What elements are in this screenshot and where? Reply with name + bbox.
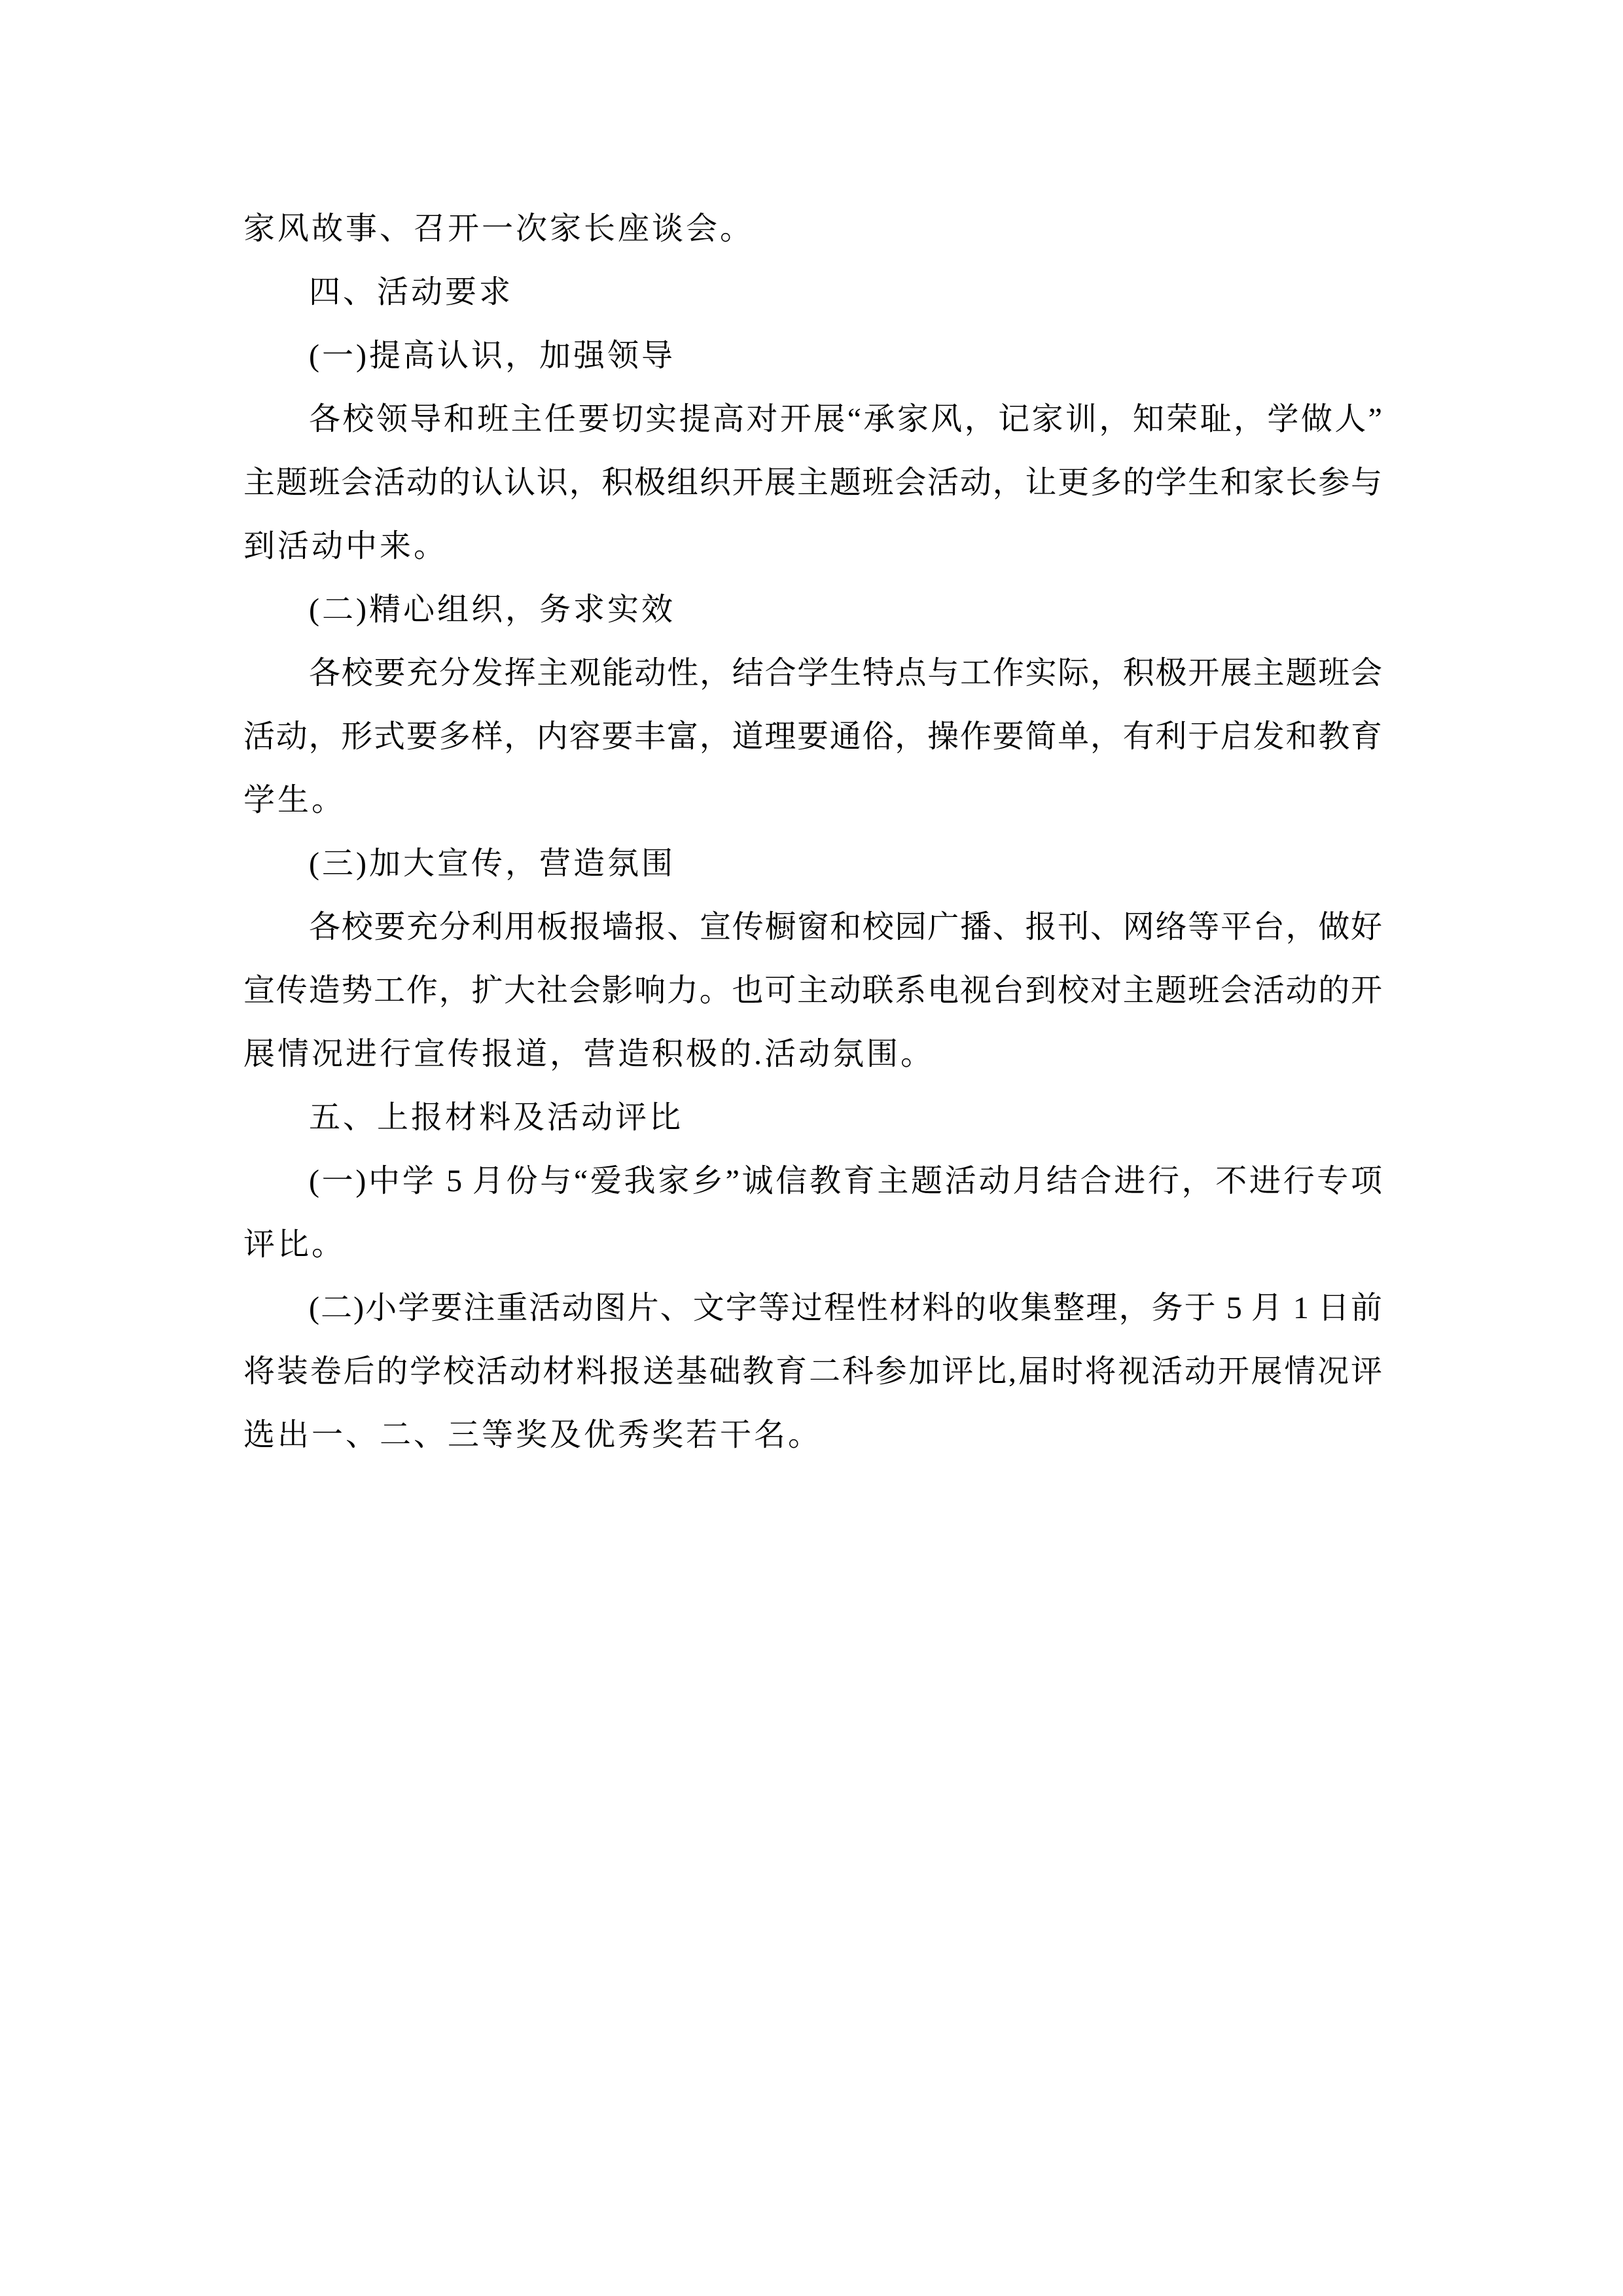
subsection-heading: (一)提高认识，加强领导 xyxy=(309,338,675,373)
subsection-heading: (二)精心组织，务求实效 xyxy=(309,592,675,627)
paragraph-line: 各校要充分利用板报墙报、宣传橱窗和校园广播、报刊、网络等平台，做好 xyxy=(309,910,1382,944)
section-heading: 四、活动要求 xyxy=(309,275,514,310)
paragraph-line: 展情况进行宣传报道，营造积极的.活动氛围。 xyxy=(243,1037,935,1071)
paragraph-line: 家风故事、召开一次家长座谈会。 xyxy=(243,211,755,246)
paragraph-line: 选出一、二、三等奖及优秀奖若干名。 xyxy=(243,1418,823,1452)
paragraph-line: 到活动中来。 xyxy=(243,529,448,564)
paragraph-line: 主题班会活动的认认识，积极组织开展主题班会活动，让更多的学生和家长参与 xyxy=(243,465,1382,500)
paragraph-line: 各校领导和班主任要切实提高对开展“承家风，记家训，知荣耻，学做人” xyxy=(309,402,1382,437)
paragraph-line: 宣传造势工作，扩大社会影响力。也可主动联系电视台到校对主题班会活动的开 xyxy=(243,973,1382,1008)
paragraph-line: (一)中学 5 月份与“爱我家乡”诚信教育主题活动月结合进行，不进行专项 xyxy=(309,1164,1382,1198)
paragraph-line: 将装卷后的学校活动材料报送基础教育二科参加评比,届时将视活动开展情况评 xyxy=(243,1354,1382,1389)
subsection-heading: (三)加大宣传，营造氛围 xyxy=(309,846,675,881)
paragraph-line: 活动，形式要多样，内容要丰富，道理要通俗，操作要简单，有利于启发和教育 xyxy=(243,719,1382,754)
section-heading: 五、上报材料及活动评比 xyxy=(309,1100,684,1135)
paragraph-line: 评比。 xyxy=(243,1227,346,1262)
paragraph-line: (二)小学要注重活动图片、文字等过程性材料的收集整理，务于 5 月 1 日前 xyxy=(309,1291,1382,1325)
paragraph-line: 学生。 xyxy=(243,783,346,817)
paragraph-line: 各校要充分发挥主观能动性，结合学生特点与工作实际，积极开展主题班会 xyxy=(309,656,1382,691)
